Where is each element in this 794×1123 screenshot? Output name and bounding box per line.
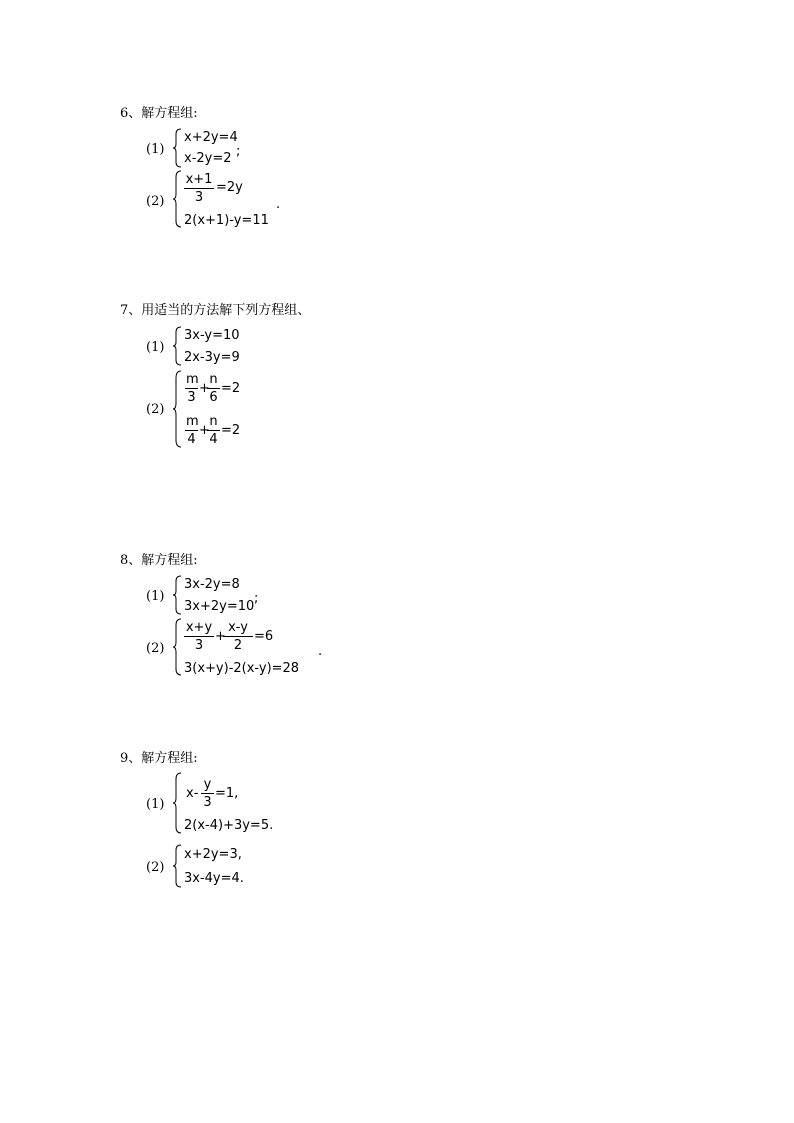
q8-part1-label: (1): [146, 589, 165, 604]
q8-part1-tail: ;: [254, 591, 259, 606]
q7-part1-eq1: 3x-y=10: [184, 328, 240, 343]
q7-part2-fraction-n6-denominator: 6: [209, 390, 218, 405]
q7-part2-rhs-2: =2: [221, 423, 241, 438]
q9-part1-fraction-numerator: y: [201, 778, 214, 794]
q6-part2-tail: .: [276, 197, 281, 212]
q6-part2-label: (2): [146, 194, 165, 209]
q8-part2-fraction-sum-denominator: 3: [194, 638, 204, 653]
q6-part1-label: (1): [146, 142, 165, 157]
q8-part1-eq1: 3x-2y=8: [184, 577, 240, 592]
q8-part2-label: (2): [146, 641, 165, 656]
q6-part2-fraction: [184, 173, 214, 204]
q7-part2-fraction-m3-denominator: 3: [187, 390, 196, 405]
q7-part2-fraction-n6: [207, 373, 220, 404]
q7-part2-fraction-n6-numerator: n: [207, 373, 220, 389]
q6-part2-eq2: 2(x+1)-y=11: [184, 213, 269, 228]
q9-part1-fraction-denominator: 3: [203, 795, 212, 810]
q8-part2-fraction-diff: [223, 621, 253, 652]
q7-part2-plus-1: +: [199, 381, 210, 396]
q7-part1-label: (1): [146, 340, 165, 355]
q8-part2-eq2: 3(x+y)-2(x-y)=28: [184, 661, 300, 676]
q8-part2-fraction-diff-denominator: 2: [233, 638, 243, 653]
q9-part2-eq1: x+2y=3,: [184, 847, 242, 862]
q7-part2-fraction-n4-numerator: n: [207, 415, 220, 431]
q7-part2-rhs-1: =2: [221, 381, 241, 396]
q7-part2-label: (2): [146, 402, 165, 417]
q7-part2-fraction-m3: [185, 373, 198, 404]
q7-title: 7、用适当的方法解下列方程组、: [120, 303, 311, 318]
q7-part2-fraction-n4-denominator: 4: [209, 432, 218, 447]
q8-part2-plus: +: [215, 629, 226, 644]
q8-part2-brace: [172, 618, 182, 676]
q9-part2-eq2: 3x-4y=4.: [184, 871, 244, 886]
q8-part2-fraction-diff-numerator: x-y: [223, 621, 253, 637]
q9-part1-eq2: 2(x-4)+3y=5.: [184, 818, 274, 833]
q7-part2-brace: [172, 370, 182, 448]
q7-part2-fraction-m3-numerator: m: [186, 372, 199, 387]
q9-part2-label: (2): [146, 860, 165, 875]
q6-part2-fraction-numerator: x+1: [185, 172, 213, 187]
q7-part1-brace: [172, 326, 182, 366]
q8-part2-rhs-1: =6: [254, 629, 274, 644]
q6-part2-eq1-rhs: =2y: [216, 180, 243, 195]
q7-part2-plus-2: +: [199, 423, 210, 438]
q6-part2-fraction-denominator: 3: [194, 190, 204, 205]
q9-title: 9、解方程组:: [120, 751, 198, 766]
q6-part2-brace: [172, 170, 182, 228]
q9-part1-label: (1): [146, 797, 165, 812]
q6-title: 6、解方程组:: [120, 106, 198, 121]
q8-part2-fraction-sum: [184, 621, 214, 652]
q8-part2-tail: .: [318, 644, 323, 659]
q6-part1-brace: [172, 128, 182, 168]
q8-part1-brace: [172, 575, 182, 615]
q9-part1-pre: x-: [186, 786, 199, 801]
q7-part2-fraction-m4-denominator: 4: [187, 432, 196, 447]
q9-part1-fraction: [201, 778, 214, 809]
q8-part1-eq2: 3x+2y=10: [184, 599, 255, 614]
q8-part2-fraction-sum-numerator: x+y: [185, 620, 213, 635]
q7-part2-fraction-m4-numerator: m: [186, 414, 199, 429]
q6-part1-eq1: x+2y=4: [184, 130, 238, 145]
q6-part1-eq2: x-2y=2: [184, 151, 232, 166]
q9-part2-brace: [172, 844, 182, 888]
q9-part1-rhs-1: =1,: [215, 786, 239, 801]
q8-title: 8、解方程组:: [120, 553, 198, 568]
q7-part2-fraction-m4: [185, 415, 198, 446]
q7-part1-eq2: 2x-3y=9: [184, 350, 240, 365]
q6-part1-tail: ;: [236, 144, 241, 159]
q9-part1-brace: [172, 772, 182, 834]
q7-part2-fraction-n4: [207, 415, 220, 446]
